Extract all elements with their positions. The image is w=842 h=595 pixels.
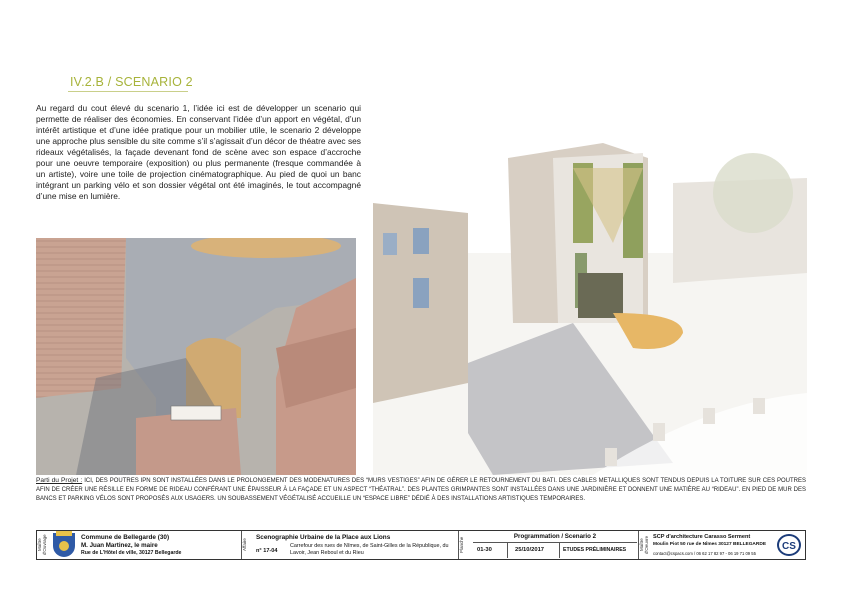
sheet-divider [507,543,508,558]
sheet-cell [459,531,639,559]
project-text: ICI, DES POUTRES IPN SONT INSTALLÉES DANS LE PROLONGEMENT DES MODENATURES DES “MURS VESTIGES” AFIN DE GÉRER LE RETOURNEMENT DU BATI. DES CABLES METALLIQUES SONT TENDUS DEPUIS LA TOITURE SUR CES POUTRES AFIN DE CRÉER UNE RÉSILLE EN FORME DE RIDEAU CONFÉRANT UNE ÉPAISSEUR À LA FAÇADE ET UN ASPECT “THÉATRAL”. DES PLANTES GRIMPANTES SONT INSTALLÉES DANS UNE JARDINIÈRE ET DONNENT UNE MATIÈRE AU “RIDEAU”. EN PIED DE MUR DES BANCS ET PARKING VÉLOS SONT PROPOSÉS AUX USAGERS. UN SOUBASSEMENT VÉGÉTALISÉ ACCUEILLE UN “ESPACE LIBRE” DÉDIÉ À DES INSTALLATIONS ARTISTIQUES TEMPORAIRES. [36,478,806,502]
plan-view-image [36,238,356,475]
plan-view-drawing [36,238,356,475]
architect-logo-icon: CS [777,534,801,556]
perspective-view-image [373,133,807,475]
title-underline [68,91,188,92]
architect-address: Moulin Piot 50 rue de Nîmes 30127 BELLEGARDE [653,542,767,547]
coat-of-arms-icon [53,533,75,557]
title-block [36,530,806,560]
sheet-date: 25/10/2017 [515,547,545,553]
sheet-label: Planche [459,536,464,554]
project-cell-label: Affaire [242,538,247,552]
client-label: Maître d'Ouvrage [37,534,47,556]
intro-paragraph: Au regard du cout élevé du scenario 1, l’idée ici est de développer un scenario qui permette de réaliser des économies. En conservant l’idée d’un apport en végétal, d’un intérêt artistique et d’une idée pratique pour un mobilier utile, le scenario 2 développe une approche plus sensible du site comme s’il s’agissait d’un décor de théatre avec ses rideaux végétalisés, la façade devenant fond de scène avec son espace d’accroche pour une oeuvre temporaire (exposition) ou plus permanente (fresque commandée à un artiste), voire une toile de projection cinématographique. Au pied de quoi un banc intégrant un parking vélo et son dossier végétal ont été imaginés, le tout accompagné d’une mise en lumière. [36,103,361,201]
project-label: Parti du Projet : [36,477,83,484]
architect-label: Maître d'Oeuvre [639,535,649,555]
sheet-divider-2 [559,543,560,558]
project-cell [242,531,459,559]
sheet-number: 01-30 [477,547,492,553]
perspective-view-drawing [373,133,807,475]
architect-cell [639,531,805,559]
client-address: Rue de L'Hôtel de ville, 30127 Bellegarde [81,550,182,556]
project-description [36,477,806,503]
project-number: n° 17-04 [256,548,278,554]
sheet-phase: ETUDES PRÉLIMINAIRES [563,547,627,553]
architect-contact: contact@cspacs.com / 06 62 17 82 97 - 06 19 71 09 55 [653,551,756,556]
client-commune: Commune de Bellegarde (30) [81,534,170,541]
section-title: IV.2.B / SCENARIO 2 [70,75,193,89]
project-location: Carrefour des rues de Nîmes, de Saint-Gilles de la République, du Lavoir, Jean Reboul et du Rieu [290,543,449,556]
client-mayor: M. Juan Martinez, le maire [81,542,158,549]
architect-name: SCP d'architecture Carasso Serment [653,534,751,540]
project-title: Scenographie Urbaine de la Place aux Lions [256,534,391,541]
client-cell [37,531,242,559]
sheet-title: Programmation / Scenario 2 [473,533,637,543]
